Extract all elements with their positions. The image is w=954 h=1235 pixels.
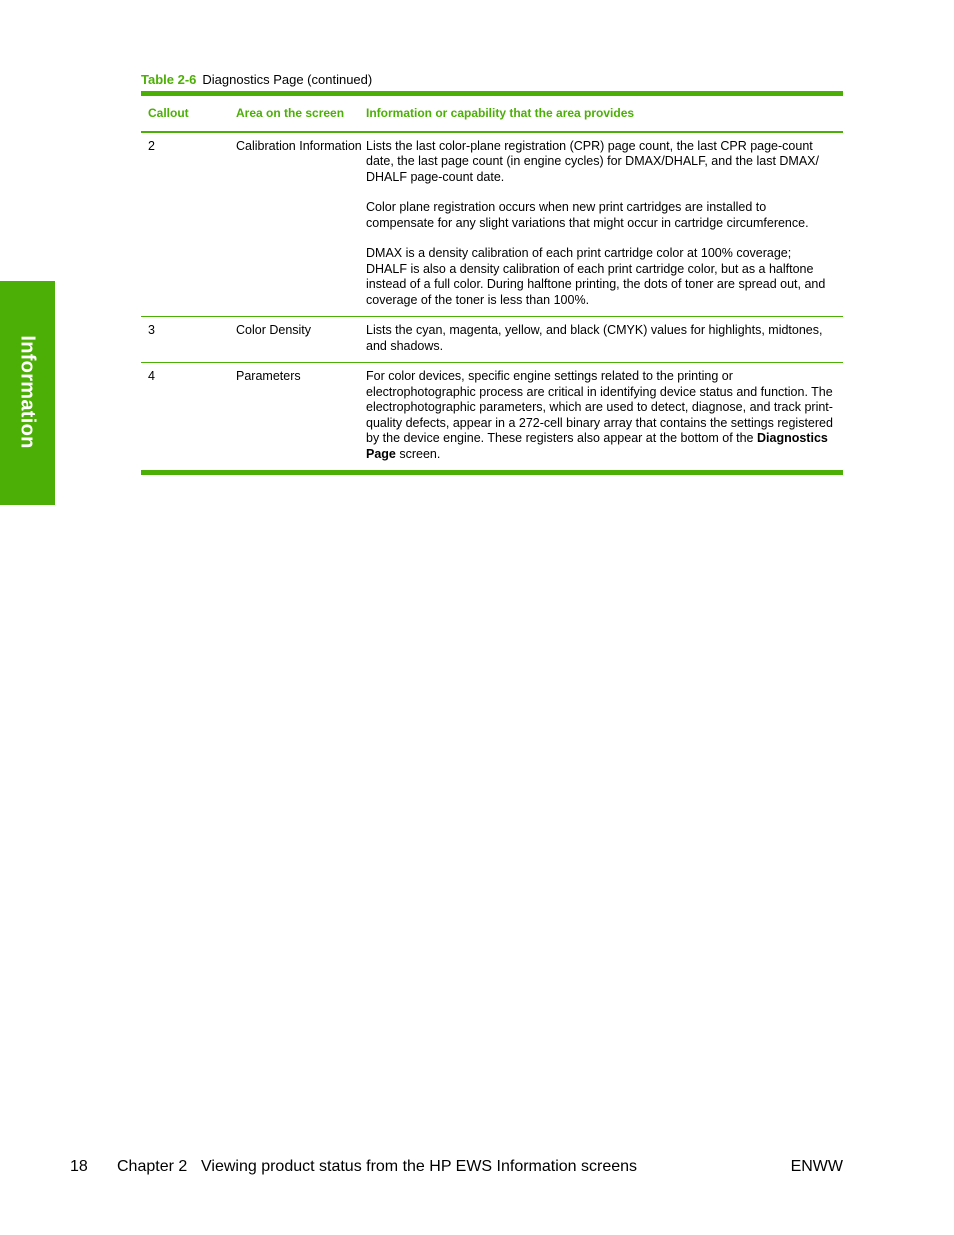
information-paragraph — [366, 369, 835, 462]
information-paragraph: DMAX is a density calibration of each print cartridge color at 100% coverage; DHALF is also a density calibration of each print cartridge color, but as a halftone instead of a full color. During halftone printing, the dots of toner are spread out, and coverage of the toner is less than 100%. — [366, 246, 826, 307]
table-row — [141, 317, 843, 363]
table-row — [141, 133, 843, 318]
information-cell — [366, 363, 843, 470]
table-title: Diagnostics Page (continued) — [202, 72, 373, 87]
information-paragraph: Lists the last color-plane registration (CPR) page count, the last CPR page-count date, the last page count (in engine cycles) for DMAX/DHALF, and the last DMAX/ DHALF page-count date. — [366, 138, 819, 184]
information-paragraph: Lists the cyan, magenta, yellow, and black (CMYK) values for highlights, midtones, and shadows. — [366, 323, 823, 353]
diagnostics-table — [141, 91, 843, 475]
information-cell — [366, 133, 843, 317]
information-cell — [366, 317, 843, 362]
area-cell: Parameters — [236, 369, 301, 383]
header-callout: Callout — [148, 106, 189, 120]
paragraph-text-end: screen. — [395, 446, 441, 461]
area-cell: Color Density — [236, 323, 312, 337]
callout-cell: 3 — [148, 323, 155, 337]
table-caption — [141, 72, 372, 87]
chapter-title: Viewing product status from the HP EWS Information screens — [201, 1158, 638, 1175]
diagnostics-page-term: Diagnostics Page — [366, 431, 828, 461]
footer-right-label: ENWW — [790, 1158, 843, 1175]
callout-cell: 4 — [148, 369, 155, 383]
table-number: Table 2-6 — [141, 72, 197, 87]
side-tab-label: Information — [16, 335, 39, 449]
page-number: 18 — [70, 1158, 88, 1175]
callout-cell: 2 — [148, 138, 155, 153]
table-row — [141, 363, 843, 470]
chapter-label: Chapter 2 — [117, 1158, 188, 1175]
information-paragraph: Color plane registration occurs when new print cartridges are installed to compensate for any slight variations that might occur in cartridge circumference. — [366, 200, 809, 230]
header-area: Area on the screen — [236, 106, 345, 120]
area-cell: Calibration Information — [236, 138, 362, 153]
paragraph-text: For color devices, specific engine settings related to the printing or electrophotographic process are critical in identifying device status and function. The electrophotographic parameters, which are used to detect, diagnose, and track print-quality defects, appear in a 272-cell binary array that contains the settings registered by the device engine. These registers also appear at the bottom of the — [366, 369, 833, 445]
header-information: Information or capability that the area provides — [366, 106, 635, 120]
table-header-row — [141, 96, 843, 133]
